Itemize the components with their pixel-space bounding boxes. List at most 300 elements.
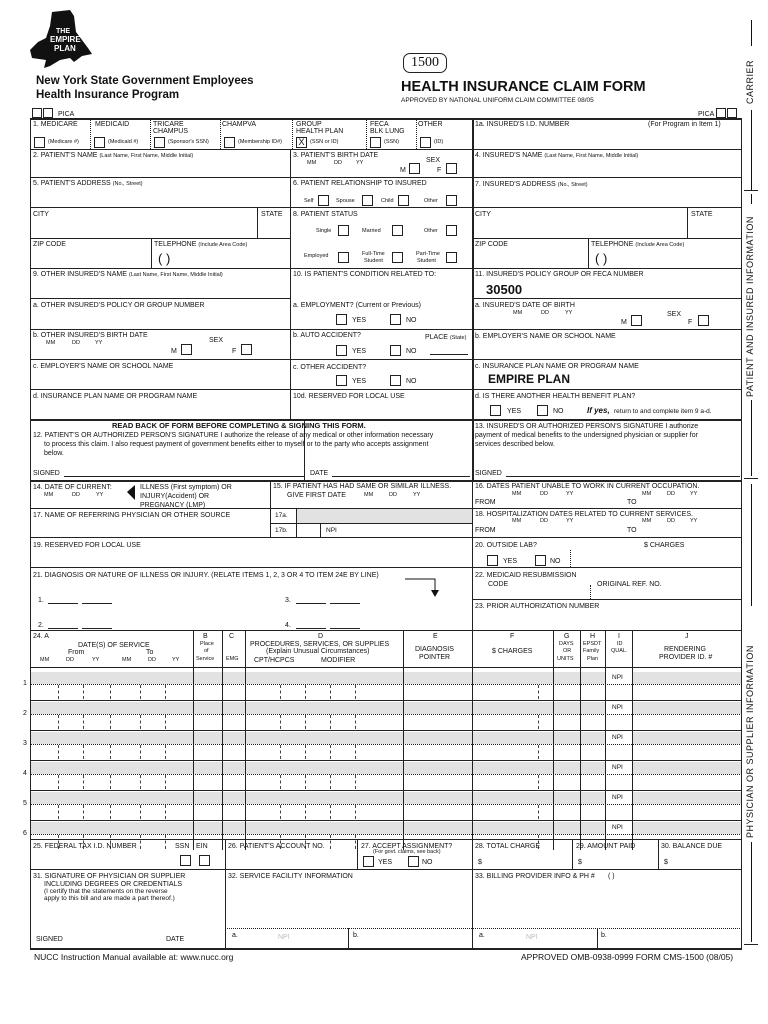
service-line-bottom	[30, 820, 742, 821]
row-line-2	[30, 177, 742, 178]
f24-cpt: CPT/HCPCS	[254, 657, 295, 664]
row1-sep-5	[366, 118, 367, 149]
employment-label: a. EMPLOYMENT? (Current or Previous)	[293, 302, 421, 309]
status-other-checkbox[interactable]	[446, 225, 457, 236]
auto-no: NO	[406, 348, 417, 355]
patient-zip-label: ZIP CODE	[33, 241, 66, 248]
f7-tel: TELEPHONE	[591, 241, 634, 248]
auto-yes-checkbox[interactable]	[336, 345, 347, 356]
row-line-8	[30, 359, 742, 360]
status-pt1: Part-Time	[416, 251, 440, 257]
service-line-number: 5	[23, 800, 27, 807]
f31-line1: 31. SIGNATURE OF PHYSICIAN OR SUPPLIER	[33, 873, 186, 880]
logo-text-3: PLAN	[54, 44, 76, 53]
f25-ein-checkbox[interactable]	[199, 855, 210, 866]
insured-sex-label: SEX	[667, 311, 682, 318]
f4-sub: (Last Name, First Name, Middle Initial)	[544, 153, 639, 159]
f18-label: 18. HOSPITALIZATION DATES RELATED TO CURRENT SERVICES.	[475, 511, 693, 518]
service-line-npi: NPI	[612, 704, 623, 711]
f24-epsdt2: Family	[583, 648, 600, 654]
pica-right-label: PICA	[698, 111, 715, 118]
physician-arrow-bottom	[751, 842, 752, 942]
f32-a: a.	[232, 932, 238, 939]
f7-tel-sub: (Include Area Code)	[635, 242, 685, 248]
pica-left-box-1[interactable]	[32, 108, 42, 118]
pica-right-box-1[interactable]	[716, 108, 726, 118]
row-line-11	[30, 480, 742, 482]
f4-label: 4. INSURED'S NAME	[475, 152, 543, 159]
medicare-sub: (Medicare #)	[48, 139, 79, 145]
status-other: Other	[424, 228, 438, 234]
f24-from: From	[68, 649, 85, 656]
f31-line3: (I certify that the statements on the reverse	[44, 888, 168, 895]
service-line-number: 6	[23, 830, 27, 837]
insured-tel-label	[591, 241, 684, 249]
another-plan-no-checkbox[interactable]	[537, 405, 548, 416]
place-text: PLACE	[425, 334, 448, 341]
rel-other: Other	[424, 198, 438, 204]
f24-proc1: PROCEDURES, SERVICES, OR SUPPLIES	[250, 641, 390, 648]
h24-div-i	[605, 630, 606, 667]
f25-ssn-checkbox[interactable]	[180, 855, 191, 866]
diag4-field-b[interactable]	[330, 628, 360, 629]
champva-checkbox[interactable]	[224, 137, 235, 148]
f24-i: I	[618, 633, 620, 640]
f14-dd: DD	[72, 492, 80, 498]
form-title: HEALTH INSURANCE CLAIM FORM	[401, 79, 646, 95]
employment-yes-checkbox[interactable]	[336, 314, 347, 325]
f17b-label: 17b.	[275, 527, 288, 534]
other-sex-label: SEX	[209, 337, 224, 344]
insured-city-label: CITY	[475, 211, 491, 218]
col-state-left	[257, 207, 258, 238]
lrow-line-22	[472, 599, 742, 600]
service-line-shade	[31, 702, 605, 714]
service-line-bottom	[30, 790, 742, 791]
carrier-arrow-bottom	[751, 110, 752, 190]
org-name-line2: Health Insurance Program	[36, 89, 180, 101]
f24-diag2: POINTER	[419, 654, 451, 661]
service-line-shade-j	[633, 822, 741, 834]
f21-n4: 4.	[285, 622, 291, 629]
physician-tick	[744, 944, 758, 945]
service-line-entry[interactable]	[31, 715, 741, 729]
f22-code: CODE	[488, 581, 509, 588]
f12-date: DATE	[310, 470, 329, 477]
f25-ein: EIN	[196, 843, 208, 850]
feca-label: FECA	[370, 121, 389, 128]
f21-n1: 1.	[38, 597, 44, 604]
f18-dd: DD	[540, 518, 548, 524]
f24-days1: DAYS	[559, 641, 574, 647]
f24-days3: UNITS	[557, 656, 574, 662]
f25-ssn: SSN	[175, 843, 190, 850]
f27-yes: YES	[378, 859, 393, 866]
f24-rend1: RENDERING	[664, 646, 707, 653]
f9-sub: (Last Name, First Name, Middle Initial)	[128, 272, 223, 278]
col-line-mid-left	[290, 149, 291, 419]
f5-label: 5. PATIENT'S ADDRESS	[33, 180, 111, 187]
lrow-line-2	[30, 537, 742, 538]
patient-signature-field[interactable]	[64, 476, 304, 477]
patient-address-label	[33, 180, 143, 188]
patient-state-label: STATE	[261, 211, 283, 218]
patient-city-label: CITY	[33, 211, 49, 218]
f24-id1: ID	[617, 641, 623, 647]
diag1-field-b[interactable]	[82, 603, 112, 604]
form-number-box: 1500	[403, 53, 447, 73]
footer-left: NUCC Instruction Manual available at: www.nucc.org	[34, 952, 234, 962]
f17a-shade	[297, 509, 472, 523]
blk-lung-label: BLK LUNG	[370, 128, 405, 135]
obd-dd: DD	[72, 340, 80, 346]
other-accident-yes: YES	[352, 378, 367, 385]
row-line-6b	[472, 298, 742, 299]
service-line-shade-j	[633, 702, 741, 714]
service-line-shade-j	[633, 762, 741, 774]
f16-label: 16. DATES PATIENT UNABLE TO WORK IN CURRENT OCCUPATION.	[475, 483, 700, 490]
place-state-field[interactable]	[430, 354, 468, 355]
service-line-entry[interactable]	[31, 775, 741, 789]
service-line-bottom	[30, 760, 742, 761]
patient-status-label: 8. PATIENT STATUS	[293, 211, 358, 218]
f16-yy2: YY	[690, 491, 698, 497]
service-line-shade-j	[633, 672, 741, 684]
col-15-left	[270, 480, 271, 537]
lrow-line-32a	[225, 928, 742, 929]
f31-line2: INCLUDING DEGREES OR CREDENTIALS	[44, 881, 183, 888]
bd-dd: DD	[334, 160, 342, 166]
obd-mm: MM	[46, 340, 56, 346]
status-married: Married	[362, 228, 381, 234]
h24-div-f	[472, 630, 473, 667]
insured-dob-label: a. INSURED'S DATE OF BIRTH	[475, 302, 575, 309]
medicare-label: 1. MEDICARE	[33, 121, 78, 128]
policy-group-value[interactable]: 30500	[486, 282, 523, 297]
tricare-checkbox[interactable]	[154, 137, 165, 148]
f33-a: a.	[479, 932, 485, 939]
row1-sep-6	[416, 118, 417, 149]
f2-label: 2. PATIENT'S NAME	[33, 152, 98, 159]
patient-tel-label	[154, 241, 247, 249]
service-line-entry[interactable]	[31, 745, 741, 759]
row-line-4b	[472, 238, 742, 239]
f7-label: 7. INSURED'S ADDRESS	[475, 181, 556, 188]
other-insured-name-label	[33, 271, 223, 279]
row-line-4a	[30, 238, 290, 239]
f24-a: 24. A	[33, 633, 49, 640]
tricare-label: TRICARE	[153, 121, 184, 128]
f13-line2: payment of medical benefits to the undersigned physician or supplier for	[475, 432, 698, 439]
lower-mid-upper	[472, 480, 473, 630]
service-line-npi: NPI	[612, 734, 623, 741]
service-line-number: 3	[23, 740, 27, 747]
f16-mm2: MM	[642, 491, 652, 497]
f23-label: 23. PRIOR AUTHORIZATION NUMBER	[475, 603, 600, 610]
service-line-shade-j	[633, 732, 741, 744]
col-33b	[597, 928, 598, 948]
other-sex-m-checkbox[interactable]	[181, 344, 192, 355]
row-line-7	[30, 329, 742, 330]
status-ft1: Full-Time	[362, 251, 385, 257]
col-state-right	[687, 207, 688, 238]
auto-yes: YES	[352, 348, 367, 355]
f24-g: G	[564, 633, 570, 640]
f22-label: 22. MEDICAID RESUBMISSION	[475, 572, 577, 579]
sex-m: M	[400, 167, 406, 174]
f32-npi: NPI	[278, 934, 290, 941]
idob-dd: DD	[541, 310, 549, 316]
bd-yy: YY	[356, 160, 364, 166]
champva-label: CHAMPVA	[222, 121, 257, 128]
service-line-entry[interactable]	[31, 685, 741, 699]
f24-f: F	[510, 633, 515, 640]
row-line-3	[30, 207, 742, 208]
f24-mm2: MM	[122, 657, 132, 663]
feca-sub: (SSN)	[384, 139, 399, 145]
row-line-9	[30, 389, 742, 390]
service-line-npi: NPI	[612, 824, 623, 831]
insured-sex-f: F	[688, 319, 693, 326]
h24-div-g	[553, 630, 554, 667]
medicare-checkbox[interactable]	[34, 137, 45, 148]
other-accident-yes-checkbox[interactable]	[336, 375, 347, 386]
other-label: OTHER	[418, 121, 443, 128]
other-sex-m: M	[171, 348, 177, 355]
other-checkbox[interactable]	[420, 137, 431, 148]
diag1-field-a[interactable]	[48, 603, 78, 604]
row1-sep-2	[150, 118, 151, 149]
f21-label: 21. DIAGNOSIS OR NATURE OF ILLNESS OR INJURY. (RELATE ITEMS 1, 2, 3 OR 4 TO ITEM 24E BY LINE)	[33, 572, 379, 579]
f18-from: FROM	[475, 527, 496, 534]
f20-charges: $ CHARGES	[644, 542, 685, 549]
service-line-shade	[31, 792, 605, 804]
logo-text-2: EMPIRE	[50, 35, 81, 44]
insured-sex-m-checkbox[interactable]	[631, 315, 642, 326]
diag3-field-a[interactable]	[296, 603, 326, 604]
group-checkbox-checked[interactable]: X	[296, 137, 307, 148]
if-yes-text: If yes,	[587, 406, 610, 415]
rel-child-checkbox[interactable]	[398, 195, 409, 206]
feca-checkbox[interactable]	[370, 137, 381, 148]
medicaid-checkbox[interactable]	[94, 137, 105, 148]
f31-signed: SIGNED	[36, 936, 63, 943]
f16-dd2: DD	[667, 491, 675, 497]
f27-yes-checkbox[interactable]	[363, 856, 374, 867]
f18-to: TO	[627, 527, 637, 534]
insured-sex-f-checkbox[interactable]	[698, 315, 709, 326]
f20-label: 20. OUTSIDE LAB?	[475, 542, 537, 549]
f15-yy: YY	[413, 492, 421, 498]
other-accident-no-checkbox[interactable]	[390, 375, 401, 386]
f29-dollar: $	[578, 859, 582, 866]
f18-yy: YY	[566, 518, 574, 524]
f24-e: E	[433, 633, 438, 640]
f16-to: TO	[627, 499, 637, 506]
employment-no-checkbox[interactable]	[390, 314, 401, 325]
patient-tel-paren: ( )	[158, 251, 171, 266]
auto-accident-label: b. AUTO ACCIDENT?	[293, 332, 361, 339]
service-line-npi: NPI	[612, 764, 623, 771]
group-sub: (SSN or ID)	[310, 139, 339, 145]
diag4-field-a[interactable]	[296, 628, 326, 629]
service-line-entry[interactable]	[31, 805, 741, 819]
row-line-6a	[30, 298, 290, 299]
diag3-field-b[interactable]	[330, 603, 360, 604]
bd-mm: MM	[307, 160, 317, 166]
f5-tel-sub: (Include Area Code)	[198, 242, 248, 248]
f16-yy: YY	[566, 491, 574, 497]
f32-b: b.	[353, 932, 359, 939]
pica-right-box-2[interactable]	[727, 108, 737, 118]
f24-to: To	[146, 649, 154, 656]
service-line-number: 4	[23, 770, 27, 777]
f18-mm: MM	[512, 518, 522, 524]
f32-label: 32. SERVICE FACILITY INFORMATION	[228, 873, 353, 880]
arrow-down-icon	[405, 577, 445, 597]
relationship-label: 6. PATIENT RELATIONSHIP TO INSURED	[293, 180, 427, 187]
service-line-number: 2	[23, 710, 27, 717]
f5-sub: (No., Street)	[112, 181, 143, 187]
f33-label: 33. BILLING PROVIDER INFO & PH #	[475, 873, 595, 880]
f24-emg: EMG	[226, 656, 239, 662]
f18-yy2: YY	[690, 518, 698, 524]
f18-mm2: MM	[642, 518, 652, 524]
row1-sep-4	[292, 118, 293, 149]
service-line-shade	[31, 732, 605, 744]
another-plan-label: d. IS THERE ANOTHER HEALTH BENEFIT PLAN?	[475, 393, 636, 400]
other-sex-f-checkbox[interactable]	[241, 344, 252, 355]
sex-f-checkbox[interactable]	[446, 163, 457, 174]
f15-line1: 15. IF PATIENT HAS HAD SAME OR SIMILAR ILLNESS.	[273, 483, 452, 490]
h24-div-b	[193, 630, 194, 667]
f24-yy2: YY	[172, 657, 180, 663]
f24-place3: Service	[196, 656, 215, 662]
physician-arrow-top	[751, 484, 752, 606]
readback-text: READ BACK OF FORM BEFORE COMPLETING & SIGNING THIS FORM.	[112, 421, 366, 430]
pica-left-label: PICA	[58, 111, 75, 118]
f28-dollar: $	[478, 859, 482, 866]
f24-epsdt1: EPSDT	[583, 641, 602, 647]
patient-name-label	[33, 152, 193, 160]
carrier-side-label: CARRIER	[745, 59, 755, 104]
champus-label: CHAMPUS	[153, 128, 189, 135]
diag2-field-a[interactable]	[48, 628, 78, 629]
f20-no-checkbox[interactable]	[535, 555, 546, 566]
sex-m-checkbox[interactable]	[409, 163, 420, 174]
f27-no-checkbox[interactable]	[408, 856, 419, 867]
patient-signature-date-field[interactable]	[332, 476, 470, 477]
row-17a-17b	[270, 523, 472, 524]
f20-no: NO	[550, 558, 561, 565]
frame-bottom	[30, 948, 742, 950]
f31-date: DATE	[166, 936, 185, 943]
program-label: (For Program in Item 1)	[648, 121, 721, 128]
f26-label: 26. PATIENT'S ACCOUNT NO.	[228, 843, 325, 850]
plan-name-value[interactable]: EMPIRE PLAN	[488, 372, 571, 386]
idob-mm: MM	[513, 310, 523, 316]
rel-self-checkbox[interactable]	[318, 195, 329, 206]
status-single: Single	[316, 228, 332, 234]
service-line-shade	[31, 822, 605, 834]
service-line-number: 1	[23, 680, 27, 687]
medicaid-label: MEDICAID	[95, 121, 130, 128]
sex-f: F	[437, 167, 442, 174]
f13-line1: 13. INSURED'S OR AUTHORIZED PERSON'S SIGNATURE I authorize	[475, 423, 699, 430]
if-yes-rest: return to and complete item 9 a-d.	[614, 408, 712, 415]
h24-div-e	[403, 630, 404, 667]
insured-sex-m: M	[621, 319, 627, 326]
col-32b	[348, 928, 349, 948]
insured-id-label: 1a. INSURED'S I.D. NUMBER	[475, 121, 570, 128]
frame-mid-upper	[472, 118, 474, 480]
f24-epsdt3: Plan	[587, 656, 599, 662]
status-employed-checkbox[interactable]	[338, 252, 349, 263]
h24-div-h	[580, 630, 581, 667]
f15-line2: GIVE FIRST DATE	[287, 492, 346, 499]
service-line-bottom	[30, 730, 742, 731]
f12-line2: to process this claim. I also request payment of government benefits either to myself or to the party who accepts assignment	[44, 441, 429, 448]
f24-j: J	[685, 633, 689, 640]
status-parttime-checkbox[interactable]	[446, 252, 457, 263]
status-single-checkbox[interactable]	[338, 225, 349, 236]
employment-yes: YES	[352, 317, 367, 324]
other-policy-label: a. OTHER INSURED'S POLICY OR GROUP NUMBER	[33, 302, 205, 309]
f27-label: 27. ACCEPT ASSIGNMENT?	[361, 843, 453, 850]
f20-yes: YES	[503, 558, 518, 565]
f22-orig: ORIGINAL REF. NO.	[597, 581, 662, 588]
diag2-field-b[interactable]	[82, 628, 112, 629]
employer-school-label: c. EMPLOYER'S NAME OR SCHOOL NAME	[33, 363, 174, 370]
f24-b: B	[203, 633, 208, 640]
f17a-label: 17a.	[275, 512, 288, 519]
f18-dd2: DD	[667, 518, 675, 524]
pica-left-box-2[interactable]	[43, 108, 53, 118]
lrow-line-5	[30, 667, 742, 668]
place-sub: (State)	[449, 335, 467, 341]
status-married-checkbox[interactable]	[392, 225, 403, 236]
f20-divider	[570, 550, 571, 567]
f30-label: 30. BALANCE DUE	[661, 843, 723, 850]
service-line-shade	[31, 762, 605, 774]
f21-n2: 2.	[38, 622, 44, 629]
f27-no: NO	[422, 859, 433, 866]
f14-ill2: INJURY(Accident) OR	[140, 493, 210, 500]
sponsor-sub: (Sponsor's SSN)	[168, 139, 209, 145]
condition-related-label: 10. IS PATIENT'S CONDITION RELATED TO:	[293, 271, 437, 278]
insured-signature-field[interactable]	[506, 476, 740, 477]
f14-label: 14. DATE OF CURRENT:	[33, 484, 112, 491]
f24-dd1: DD	[66, 657, 74, 663]
f20-yes-checkbox[interactable]	[487, 555, 498, 566]
service-line-npi: NPI	[612, 674, 623, 681]
h24-div-c	[222, 630, 223, 667]
col-tel-left	[151, 238, 152, 268]
auto-no-checkbox[interactable]	[390, 345, 401, 356]
row-line-1	[30, 149, 742, 150]
f31-line4: apply to this bill and are made a part thereof.)	[44, 895, 175, 902]
f24-id2: QUAL.	[611, 648, 628, 654]
other-plan-label: d. INSURANCE PLAN NAME OR PROGRAM NAME	[33, 393, 198, 400]
employer-label: b. EMPLOYER'S NAME OR SCHOOL NAME	[475, 333, 616, 340]
status-fulltime-checkbox[interactable]	[392, 252, 403, 263]
rel-other-checkbox[interactable]	[446, 195, 457, 206]
plan-name-label: c. INSURANCE PLAN NAME OR PROGRAM NAME	[475, 363, 639, 370]
place-label	[425, 334, 466, 342]
rel-spouse-checkbox[interactable]	[362, 195, 373, 206]
another-plan-yes-checkbox[interactable]	[490, 405, 501, 416]
f15-dd: DD	[389, 492, 397, 498]
